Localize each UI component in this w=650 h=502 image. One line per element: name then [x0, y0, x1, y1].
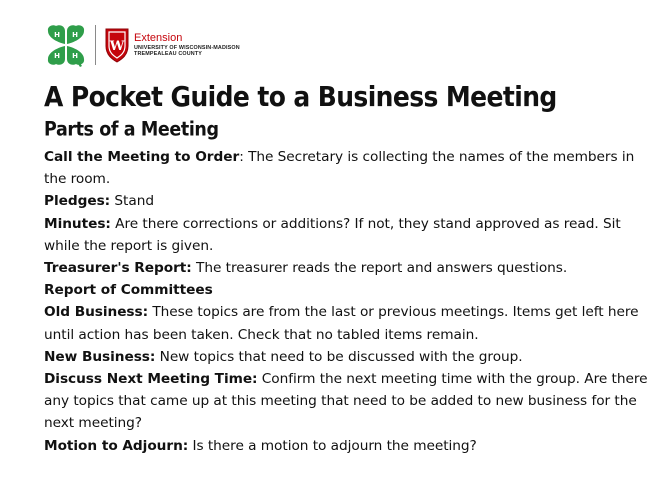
logo-divider: [95, 25, 96, 65]
meeting-parts-list: [44, 146, 650, 457]
list-item: [44, 257, 650, 279]
item-text: These topics are from the last or previous meetings. Items get left here until action has been taken. Check that no tabled items remain.: [44, 304, 639, 343]
list-item: [44, 190, 650, 212]
item-text: Is there a motion to adjourn the meeting?: [192, 437, 477, 454]
item-term: Old Business:: [44, 304, 149, 321]
extension-university: UNIVERSITY OF WISCONSIN-MADISON: [134, 44, 240, 51]
svg-text:H: H: [54, 52, 60, 60]
item-text: The treasurer reads the report and answers questions.: [196, 260, 568, 277]
page-title: A Pocket Guide to a Business Meeting: [44, 80, 557, 113]
crest-logo-icon: [104, 27, 130, 63]
svg-text:H: H: [72, 31, 78, 39]
list-item: [44, 279, 650, 301]
list-item: [44, 346, 650, 368]
list-item: Call the Meeting to Order: The Secretary is collecting the names of the members in the room.: [44, 149, 635, 188]
item-text: Confirm the next meeting time with the group. Are there any topics that came up at this meeting that need to be added to new business for the next meeting?: [44, 371, 648, 432]
item-term: New Business:: [44, 348, 156, 365]
item-term: Treasurer's Report:: [44, 260, 192, 277]
header-logos: [44, 20, 240, 70]
section-heading: Parts of a Meeting: [44, 119, 219, 141]
item-term: Minutes:: [44, 215, 111, 232]
list-item: [44, 213, 650, 257]
extension-title: Extension: [134, 31, 183, 44]
extension-county: TREMPEALEAU COUNTY: [134, 51, 202, 57]
list-item: [44, 368, 650, 435]
item-term: Report of Committees: [44, 282, 213, 299]
item-text: Are there corrections or additions? If not, they stand approved as read. Sit while the report is given.: [44, 215, 621, 254]
item-text: The Secretary is collecting the names of the members in the room.: [44, 149, 635, 188]
item-term: Discuss Next Meeting Time:: [44, 371, 258, 388]
svg-text:H: H: [72, 52, 78, 60]
item-term: Pledges:: [44, 193, 111, 210]
item-term: Motion to Adjourn:: [44, 437, 189, 454]
item-text: Stand: [114, 193, 154, 210]
crest-letter: W: [109, 39, 125, 54]
clover-logo-icon: [44, 23, 88, 67]
list-item: [44, 435, 650, 457]
extension-wordmark: [134, 33, 240, 58]
item-text: New topics that need to be discussed with the group.: [159, 348, 523, 365]
list-item: [44, 301, 650, 345]
svg-text:H: H: [54, 31, 60, 39]
item-term: Call the Meeting to Order: [44, 149, 240, 165]
